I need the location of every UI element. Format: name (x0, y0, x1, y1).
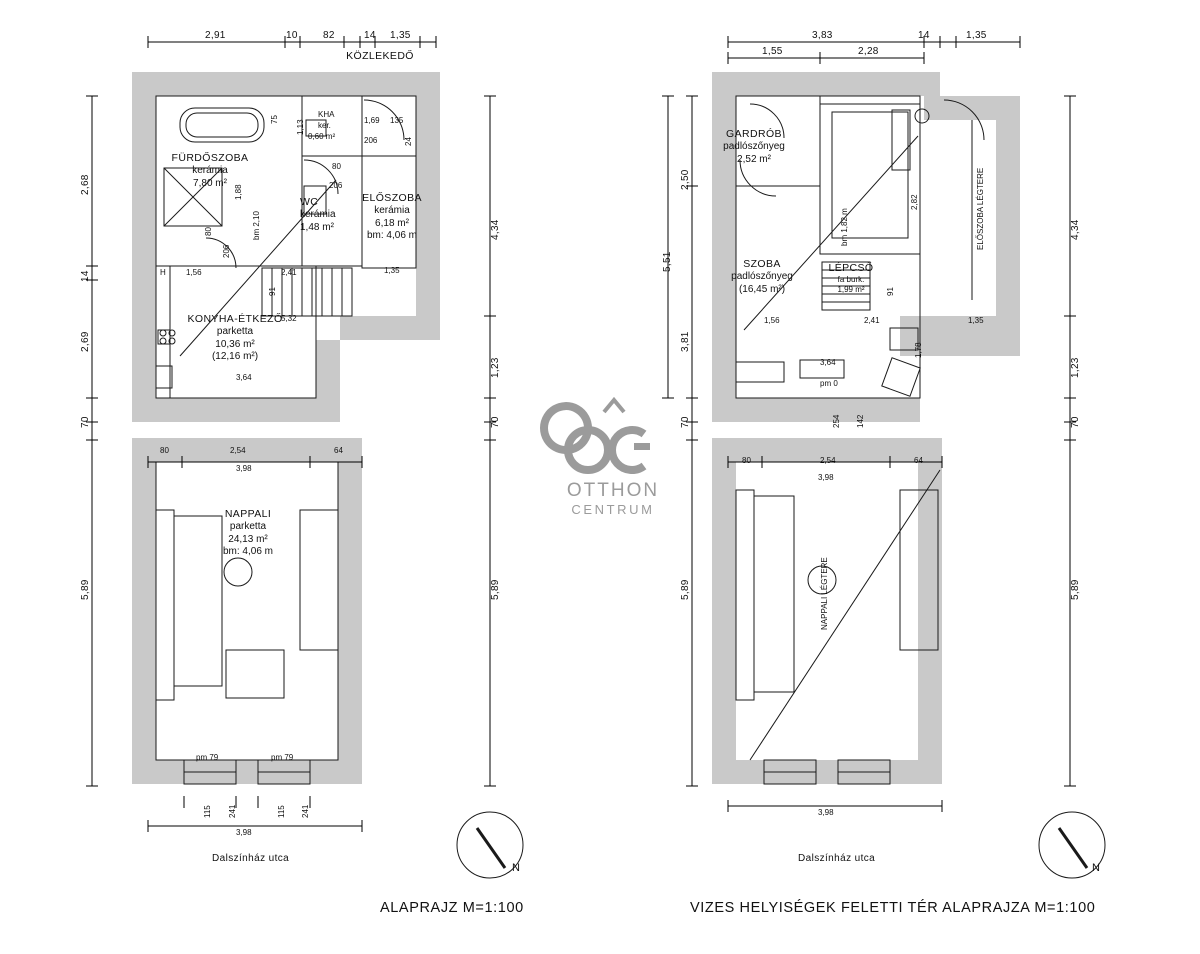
annot-r-398a: 3,98 (818, 473, 834, 482)
annot-241a: 241 (228, 804, 237, 818)
annot-r-254b: 2,54 (820, 456, 836, 465)
annot-206b: 206 (329, 181, 343, 190)
dim-left-side-2: 2,69 (80, 331, 91, 352)
annot-r-364: 3,64 (820, 358, 836, 367)
annot-156: 1,56 (186, 268, 202, 277)
room-label-wc: WC kerámia 1,48 m² (300, 196, 336, 233)
annot-241b: 241 (301, 804, 310, 818)
dim-left-top-1: 10 (286, 30, 298, 41)
annot-h: H (160, 268, 166, 277)
annot-24: 24 (404, 137, 413, 146)
annot-115b: 115 (277, 805, 286, 818)
north-label-right: N (1092, 862, 1100, 874)
annot-64: 64 (334, 446, 343, 455)
dim-right-side-4: 5,89 (680, 579, 691, 600)
dim-left-top-2: 82 (323, 30, 335, 41)
annot-r-pm0: pm 0 (820, 379, 838, 388)
annot-113: 1,13 (296, 119, 305, 135)
annot-r-142: 142 (856, 414, 865, 428)
annot-r-nappali-legtere: NAPPALI LÉGTERE (820, 557, 829, 630)
annot-241: 2,41 (281, 268, 297, 277)
annot-206a: 206 (364, 136, 378, 145)
dim-right-right-3: 5,89 (1070, 579, 1081, 600)
annot-r-241: 2,41 (864, 316, 880, 325)
annot-r-80: 80 (742, 456, 751, 465)
dim-right-side-1: 5,51 (662, 251, 673, 272)
room-label-nappali: NAPPALI parketta 24,13 m² bm: 4,06 m (222, 508, 274, 558)
annot-r-178: 1,78 (914, 342, 923, 358)
dim-left-right-0: 4,34 (490, 219, 501, 240)
dim-left-side-1: 14 (80, 270, 91, 282)
dim-right-side-0: 2,50 (680, 169, 691, 190)
annot-206c: 206 (222, 244, 231, 258)
room-label-gardrob: GARDRÓB padlószőnyeg 2,52 m² (723, 128, 785, 165)
logo-line2: CENTRUM (571, 502, 655, 517)
dim-left-right-2: 70 (490, 416, 501, 428)
room-label-lepcso: LÉPCSŐ fa burk. 1,99 m² (828, 262, 874, 295)
annot-pm79b: pm 79 (271, 753, 294, 762)
annot-364: 3,64 (236, 373, 252, 382)
dim-right-right-0: 4,34 (1070, 219, 1081, 240)
annot-r-135: 1,35 (968, 316, 984, 325)
annot-135a: 135 (390, 116, 404, 125)
annot-bm210: bm 2,10 (252, 211, 261, 240)
annot-r-91: 91 (886, 287, 895, 296)
annot-75: 75 (270, 115, 279, 124)
annot-398a: 3,98 (236, 464, 252, 473)
street-label-right: Dalszínház utca (798, 853, 876, 864)
annot-r-64: 64 (914, 456, 923, 465)
room-label-szoba: SZOBA padlószőnyeg (16,45 m²) (731, 258, 793, 295)
annot-r-254: 254 (832, 414, 841, 428)
annot-r-398b: 3,98 (818, 808, 834, 817)
dim-left-right-1: 1,23 (490, 357, 501, 378)
dim-left-top-3: 14 (364, 30, 376, 41)
north-arrow-right (1032, 810, 1122, 890)
dim-right-top-4: 1,35 (966, 30, 987, 41)
annot-135b: 1,35 (384, 266, 400, 275)
annot-398b: 3,98 (236, 828, 252, 837)
annot-kha-area: 0,60 m² (308, 132, 336, 141)
annot-115a: 115 (203, 805, 212, 818)
annot-r-eloszoba-legtere: ELŐSZOBA LÉGTERE (976, 167, 985, 250)
room-label-furdoszoba: FÜRDŐSZOBA kerámia 7,80 m² (171, 152, 249, 189)
annot-80a: 80 (332, 162, 341, 171)
annot-r-156: 1,56 (764, 316, 780, 325)
dim-right-top-0: 3,83 (812, 30, 833, 41)
dim-right-top-1: 1,55 (762, 46, 783, 57)
annot-kha-floor: ker. (318, 121, 331, 130)
dim-right-side-2: 3,81 (680, 331, 691, 352)
annot-pm79a: pm 79 (196, 753, 219, 762)
annot-kha: KHA (318, 110, 335, 119)
room-label-eloszoba: ELŐSZOBA kerámia 6,18 m² bm: 4,06 m (362, 192, 422, 242)
dim-left-side-3: 70 (80, 416, 91, 428)
caption-left: ALAPRAJZ M=1:100 (380, 900, 524, 916)
annot-254: 2,54 (230, 446, 246, 455)
dim-right-side-3: 70 (680, 416, 691, 428)
dim-right-right-2: 70 (1070, 416, 1081, 428)
annot-91: 91 (268, 287, 277, 296)
dim-left-top-4: 1,35 (390, 30, 411, 41)
dim-left-top-0: 2,91 (205, 30, 226, 41)
annot-532: 5,32 (281, 314, 297, 323)
north-label-left: N (512, 862, 520, 874)
annot-r-282: 2,82 (910, 194, 919, 210)
room-label-konyha-etkezo: KONYHA-ÉTKEZŐ parketta 10,36 m² (12,16 m²) (187, 313, 283, 363)
logo-line1: OTTHON (566, 480, 660, 501)
annot-80c: 80 (160, 446, 169, 455)
dim-right-top-3: 14 (918, 30, 930, 41)
dim-left-side-0: 2,68 (80, 174, 91, 195)
annot-169: 1,69 (364, 116, 380, 125)
street-label-left: Dalszínház utca (212, 853, 290, 864)
annot-188: 1,88 (234, 184, 243, 200)
room-label-kozlekedo: KÖZLEKEDŐ (346, 50, 414, 62)
dim-right-right-1: 1,23 (1070, 357, 1081, 378)
dim-left-right-3: 5,89 (490, 579, 501, 600)
annot-r-bm182: bm 1,82 m (840, 208, 849, 246)
dim-right-top-2: 2,28 (858, 46, 879, 57)
annot-80b: 80 (204, 227, 213, 236)
caption-right: VIZES HELYISÉGEK FELETTI TÉR ALAPRAJZA M=1:100 (690, 900, 1096, 916)
dim-left-side-4: 5,89 (80, 579, 91, 600)
north-arrow-left (455, 810, 535, 890)
